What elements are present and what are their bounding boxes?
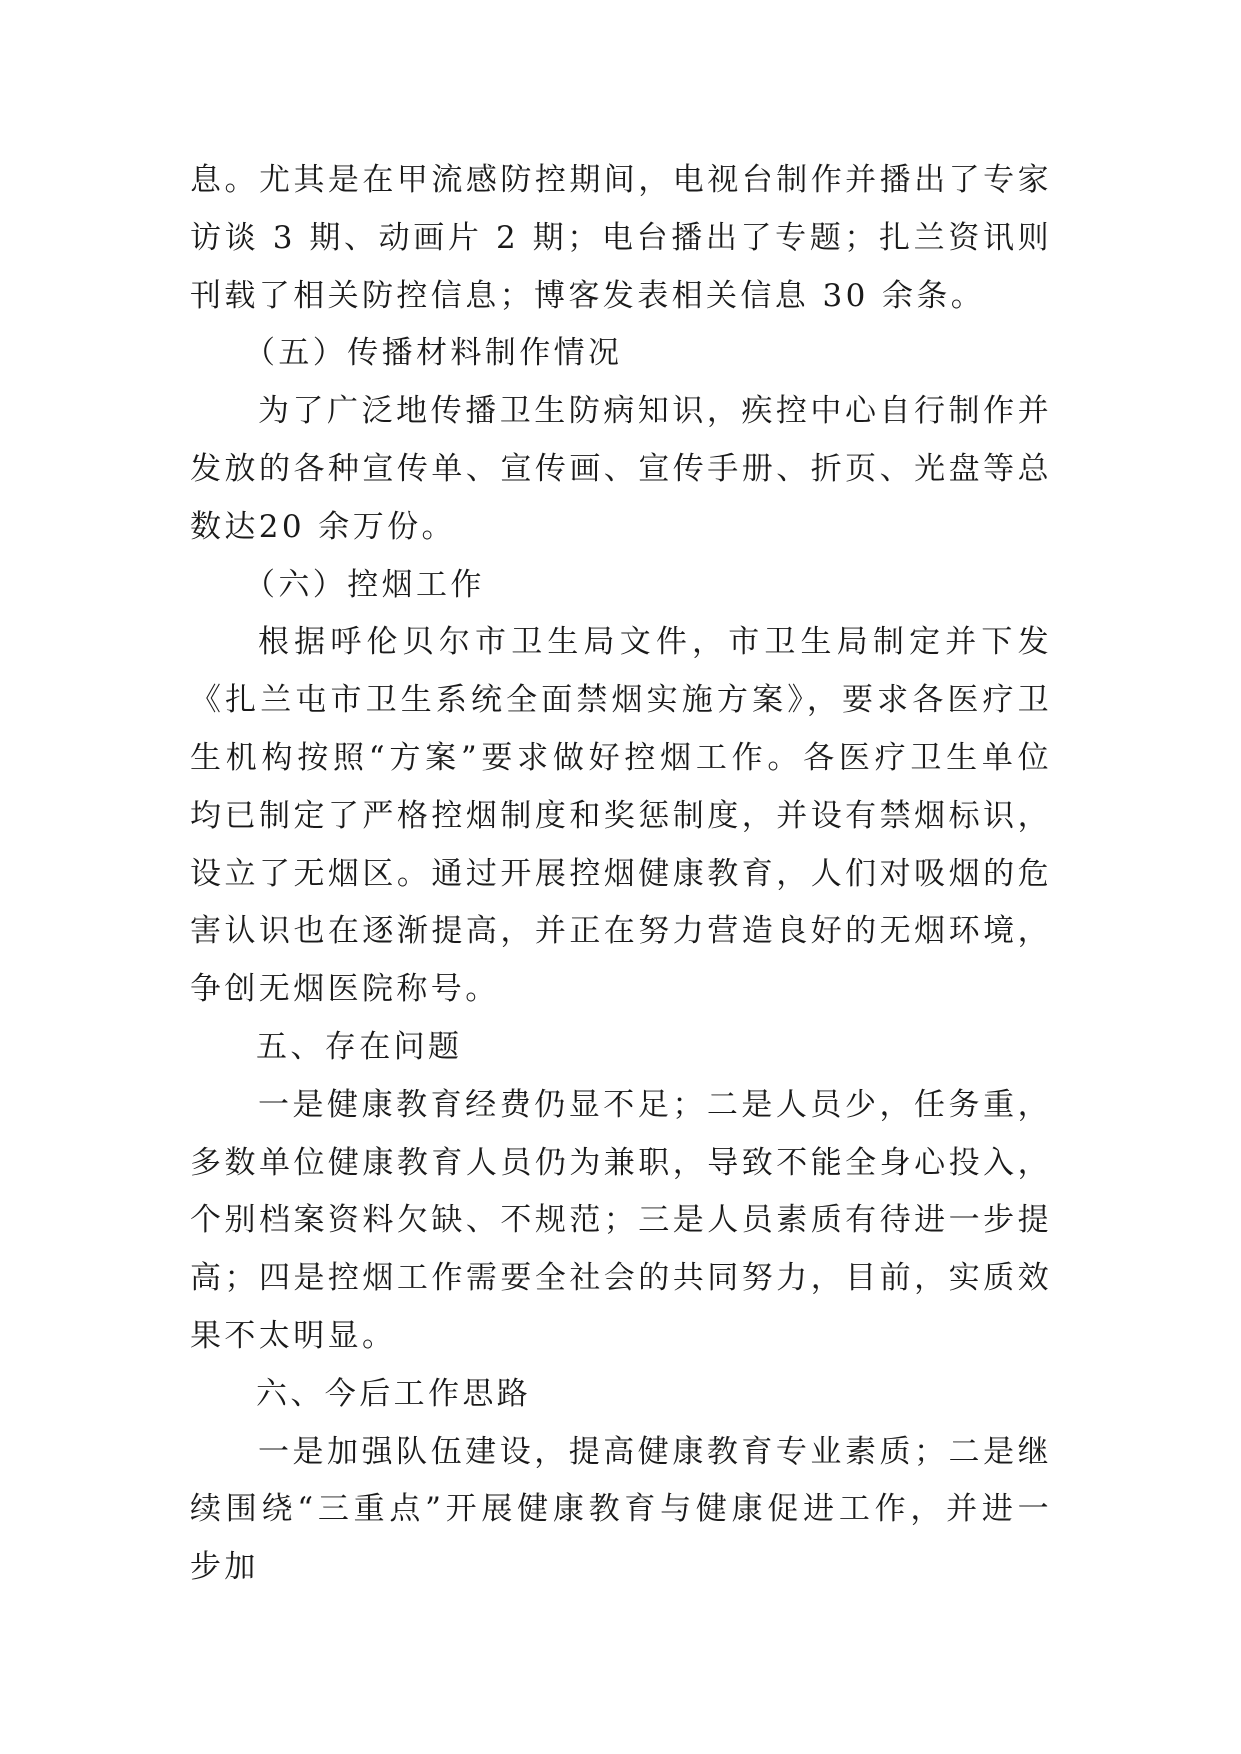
document-body bbox=[190, 152, 1052, 1597]
paragraph-material-production: 为了广泛地传播卫生防病知识，疾控中心自行制作并发放的各种宣传单、宣传画、宣传手册、折页、光盘等总数达20 余万份。 bbox=[190, 393, 1052, 545]
heading-existing-problems: 五、存在问题 bbox=[256, 1028, 463, 1065]
paragraph-tobacco-control: 根据呼伦贝尔市卫生局文件，市卫生局制定并下发《扎兰屯市卫生系统全面禁烟实施方案》，要求各医疗卫生机构按照“方案”要求做好控烟工作。各医疗卫生单位均已制定了严格控烟制度和奖惩制度，并设有禁烟标识，设立了无烟区。通过开展控烟健康教育，人们对吸烟的危害认识也在逐渐提高，并正在努力营造良好的无烟环境，争创无烟医院称号。 bbox=[190, 624, 1052, 1008]
heading-material-production: （五）传播材料制作情况 bbox=[244, 335, 623, 372]
paragraph-epidemic-prevention-publicity: 息。尤其是在甲流感防控期间，电视台制作并播出了专家访谈 3 期、动画片 2 期；电台播出了专题；扎兰资讯则刊载了相关防控信息；博客发表相关信息 30 余条。 bbox=[190, 162, 1052, 314]
heading-tobacco-control: （六）控烟工作 bbox=[244, 566, 485, 603]
heading-future-work-plan: 六、今后工作思路 bbox=[256, 1375, 532, 1412]
paragraph-existing-problems: 一是健康教育经费仍显不足；二是人员少，任务重，多数单位健康教育人员仍为兼职，导致不能全身心投入，个别档案资料欠缺、不规范；三是人员素质有待进一步提高；四是控烟工作需要全社会的共同努力，目前，实质效果不太明显。 bbox=[190, 1086, 1052, 1354]
paragraph-future-work-plan: 一是加强队伍建设，提高健康教育专业素质；二是继续围绕“三重点”开展健康教育与健康促进工作，并进一步加 bbox=[190, 1433, 1052, 1586]
